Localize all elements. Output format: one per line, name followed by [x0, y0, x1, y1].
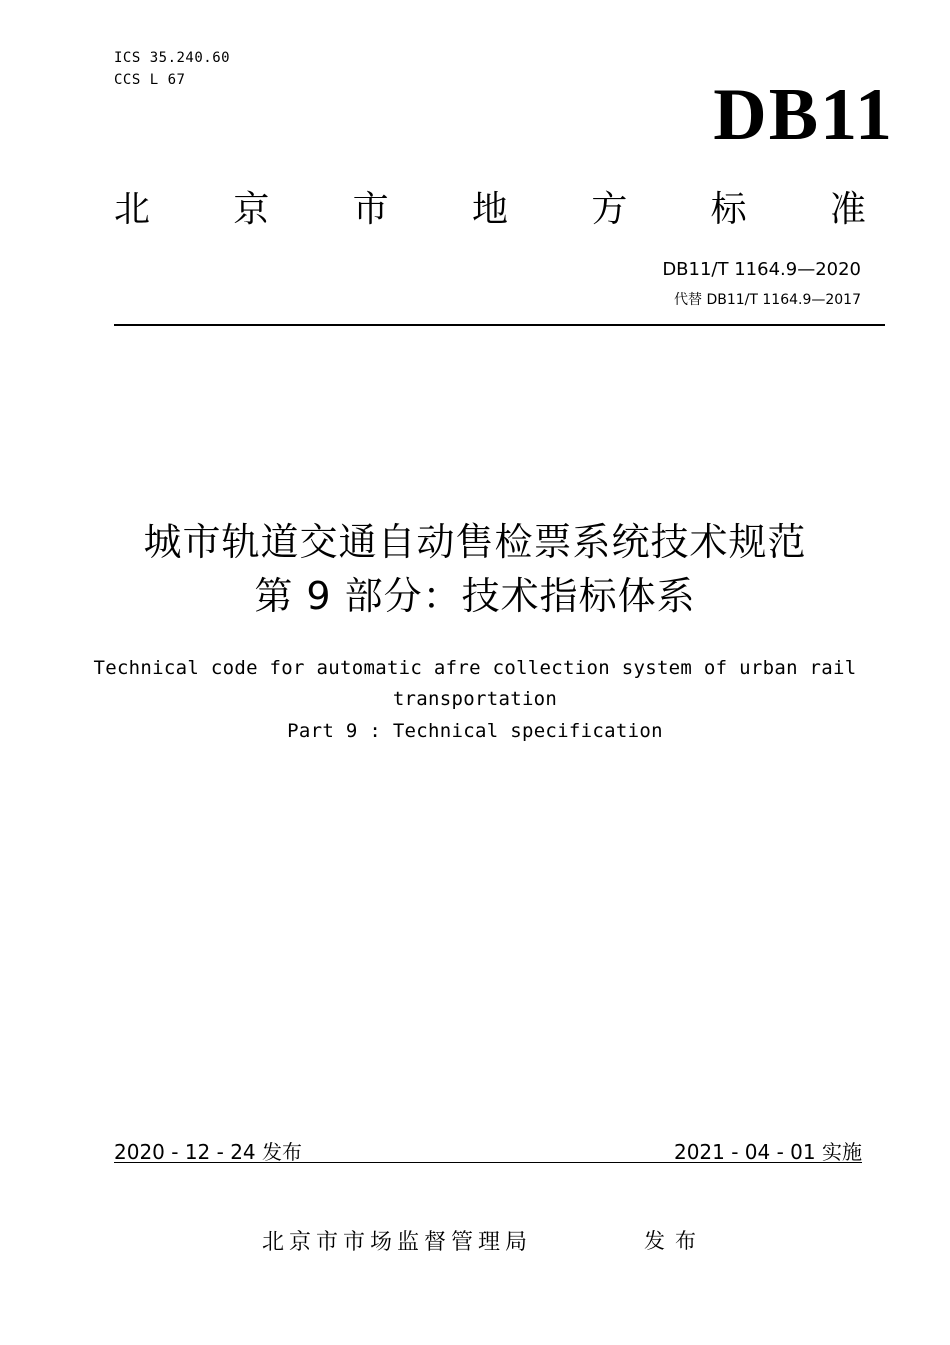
- replaces-standard: 代替 DB11/T 1164.9—2017: [674, 292, 861, 308]
- issue-date: 2020 - 12 - 24 发布: [114, 1140, 303, 1164]
- ics-code: ICS 35.240.60: [114, 50, 231, 66]
- standard-number: DB11/T 1164.9—2020: [662, 259, 861, 280]
- header-divider: [114, 324, 885, 326]
- standard-type-char: 北: [114, 189, 151, 230]
- title-zh-line-2: 第 9 部分：技术指标体系: [254, 574, 696, 618]
- standard-type-char: 地: [471, 189, 508, 230]
- standard-type-char: 方: [591, 189, 628, 230]
- title-zh-line-1: 城市轨道交通自动售检票系统技术规范: [143, 520, 807, 564]
- title-en-line-3: Part 9 : Technical specification: [287, 720, 663, 742]
- title-en-line-1: Technical code for automatic afre collection system of urban rail: [93, 657, 857, 679]
- standard-type-heading: [114, 186, 866, 234]
- standard-type-char: 市: [352, 189, 389, 230]
- title-en-line-2: transportation: [392, 688, 558, 710]
- ccs-code: CCS L 67: [114, 72, 186, 88]
- standard-type-char: 标: [710, 189, 747, 230]
- standard-type-char: 京: [233, 189, 270, 230]
- db11-logo: DB11: [713, 74, 894, 156]
- standard-type-char: 准: [829, 189, 866, 230]
- footer-divider: [114, 1162, 862, 1163]
- implementation-date: 2021 - 04 - 01 实施: [673, 1140, 862, 1164]
- publisher-name: 北京市市场监督管理局: [262, 1230, 533, 1255]
- publish-label: 发布: [644, 1229, 706, 1253]
